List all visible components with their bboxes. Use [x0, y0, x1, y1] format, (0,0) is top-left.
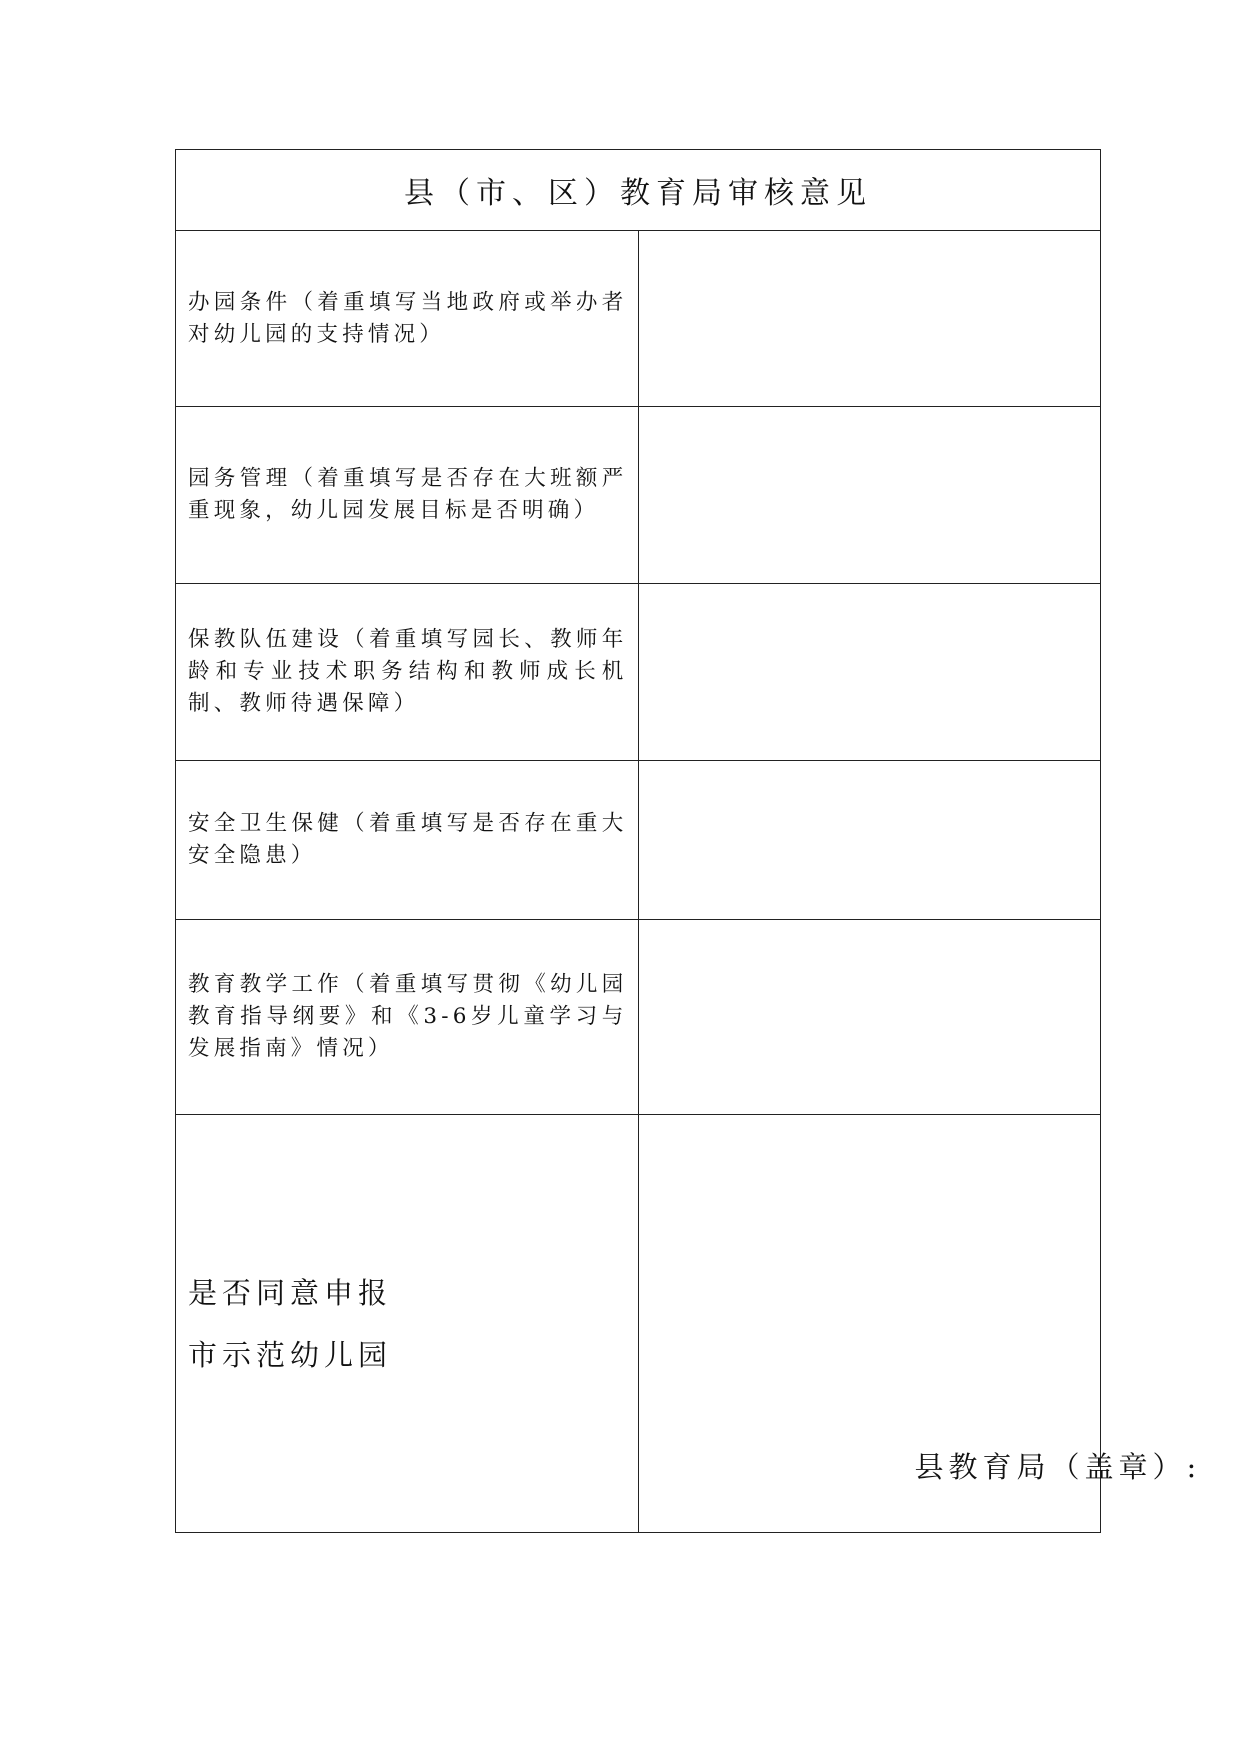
table-row	[176, 920, 1101, 1115]
table-row	[176, 584, 1101, 761]
stamp-signature-label: 县教育局（盖章）:	[914, 1450, 1202, 1484]
row-content-management[interactable]	[638, 407, 1101, 584]
row-content-teaching[interactable]	[638, 920, 1101, 1115]
approval-row	[176, 1115, 1101, 1533]
row-content-conditions[interactable]	[638, 231, 1101, 407]
approval-question-label	[176, 1115, 639, 1533]
approval-question-line-2: 市示范幼儿园	[188, 1337, 393, 1372]
row-label-safety: 安全卫生保健（着重填写是否存在重大安全隐患）	[176, 761, 639, 920]
approval-question-line-1: 是否同意申报	[188, 1275, 393, 1310]
row-label-teaching: 教育教学工作（着重填写贯彻《幼儿园教育指导纲要》和《3-6岁儿童学习与发展指南》情况）	[176, 920, 639, 1115]
row-label-staff: 保教队伍建设（着重填写园长、教师年龄和专业技术职务结构和教师成长机制、教师待遇保障）	[176, 584, 639, 761]
row-content-safety[interactable]	[638, 761, 1101, 920]
form-title-row	[176, 150, 1101, 231]
table-row	[176, 231, 1101, 407]
row-content-staff[interactable]	[638, 584, 1101, 761]
approval-content[interactable]	[638, 1115, 1202, 1533]
row-label-management: 园务管理（着重填写是否存在大班额严重现象，幼儿园发展目标是否明确）	[176, 407, 639, 584]
table-row	[176, 407, 1101, 584]
review-form-table	[175, 149, 1202, 1533]
row-label-conditions: 办园条件（着重填写当地政府或举办者对幼儿园的支持情况）	[176, 231, 639, 407]
table-row	[176, 761, 1101, 920]
form-title: 县（市、区）教育局审核意见	[176, 150, 1101, 231]
